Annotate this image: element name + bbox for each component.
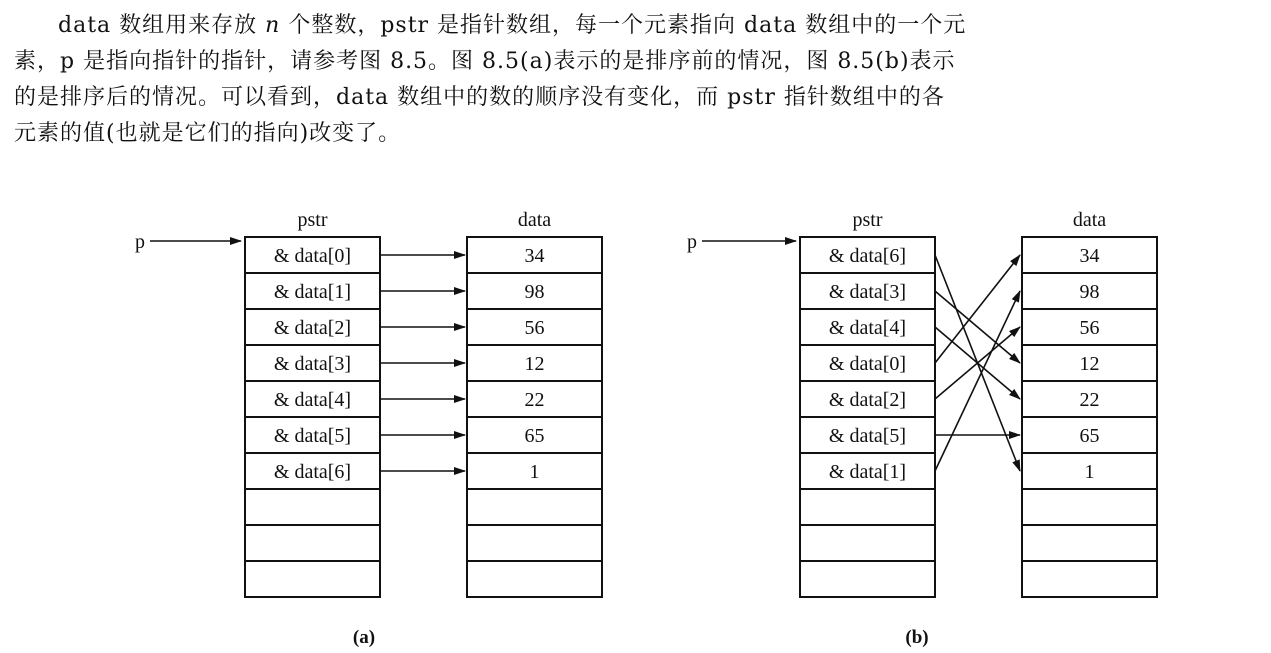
variable-n: n — [265, 13, 281, 38]
data-cell-text: 12 — [524, 353, 545, 375]
data-cell-text: 65 — [1079, 425, 1100, 447]
data-cell-text: 1 — [1084, 461, 1095, 483]
pstr-cell — [245, 525, 380, 561]
paragraph-text: data 数组用来存放 — [58, 13, 266, 38]
pstr-cell — [245, 561, 380, 597]
pstr-cell — [800, 525, 935, 561]
pstr-cell-text: & data[0] — [273, 245, 352, 267]
data-cell-text: 98 — [1079, 281, 1100, 303]
data-cell-text: 12 — [1079, 353, 1100, 375]
paragraph-line-3: 的是排序后的情况。可以看到，data 数组中的数的顺序没有变化，而 pstr 指针数组中的各 — [14, 85, 945, 110]
data-cell-text: 56 — [524, 317, 545, 339]
data-header: data — [517, 209, 552, 231]
data-cell-text: 1 — [529, 461, 540, 483]
pstr-cell-text: & data[4] — [273, 389, 352, 411]
pstr-cell — [800, 561, 935, 597]
data-cell — [1022, 561, 1157, 597]
data-cell — [467, 489, 602, 525]
data-cell — [1022, 525, 1157, 561]
pstr-cell-text: & data[4] — [828, 317, 907, 339]
pstr-cell — [245, 489, 380, 525]
data-cell — [467, 561, 602, 597]
pstr-cell-text: & data[2] — [273, 317, 352, 339]
data-cell-text: 34 — [524, 245, 545, 267]
pstr-header: pstr — [297, 209, 328, 231]
data-cell — [467, 525, 602, 561]
figure-caption: (a) — [352, 627, 376, 648]
data-cell-text: 56 — [1079, 317, 1100, 339]
pstr-cell-text: & data[0] — [828, 353, 907, 375]
figure-caption: (b) — [905, 627, 929, 648]
pstr-cell-text: & data[5] — [828, 425, 907, 447]
data-cell-text: 34 — [1079, 245, 1100, 267]
pointer-arrow — [935, 291, 1020, 471]
pstr-cell-text: & data[3] — [828, 281, 907, 303]
figure-b — [687, 209, 1157, 648]
paragraph-line-2: 素，p 是指向指针的指针，请参考图 8.5。图 8.5(a)表示的是排序前的情况，图 8.5(b)表示 — [14, 49, 956, 74]
pstr-cell-text: & data[2] — [828, 389, 907, 411]
figure-a — [135, 209, 602, 648]
pstr-cell — [800, 489, 935, 525]
pstr-cell-text: & data[6] — [828, 245, 907, 267]
data-cell-text: 98 — [524, 281, 545, 303]
data-cell-text: 22 — [524, 389, 545, 411]
data-cell-text: 65 — [524, 425, 545, 447]
pstr-cell-text: & data[1] — [273, 281, 352, 303]
pstr-cell-text: & data[5] — [273, 425, 352, 447]
data-cell — [1022, 489, 1157, 525]
pointer-arrow — [935, 291, 1020, 363]
pstr-cell-text: & data[6] — [273, 461, 352, 483]
p-label: p — [687, 231, 697, 253]
pstr-cell-text: & data[1] — [828, 461, 907, 483]
data-header: data — [1072, 209, 1107, 231]
data-cell-text: 22 — [1079, 389, 1100, 411]
p-label: p — [135, 231, 145, 253]
paragraph-text: 个整数，pstr 是指针数组，每一个元素指向 data 数组中的一个元 — [280, 13, 967, 38]
paragraph-line-4: 元素的值(也就是它们的指向)改变了。 — [14, 121, 402, 146]
pointer-arrow — [935, 255, 1020, 363]
pstr-header: pstr — [852, 209, 883, 231]
pstr-cell-text: & data[3] — [273, 353, 352, 375]
